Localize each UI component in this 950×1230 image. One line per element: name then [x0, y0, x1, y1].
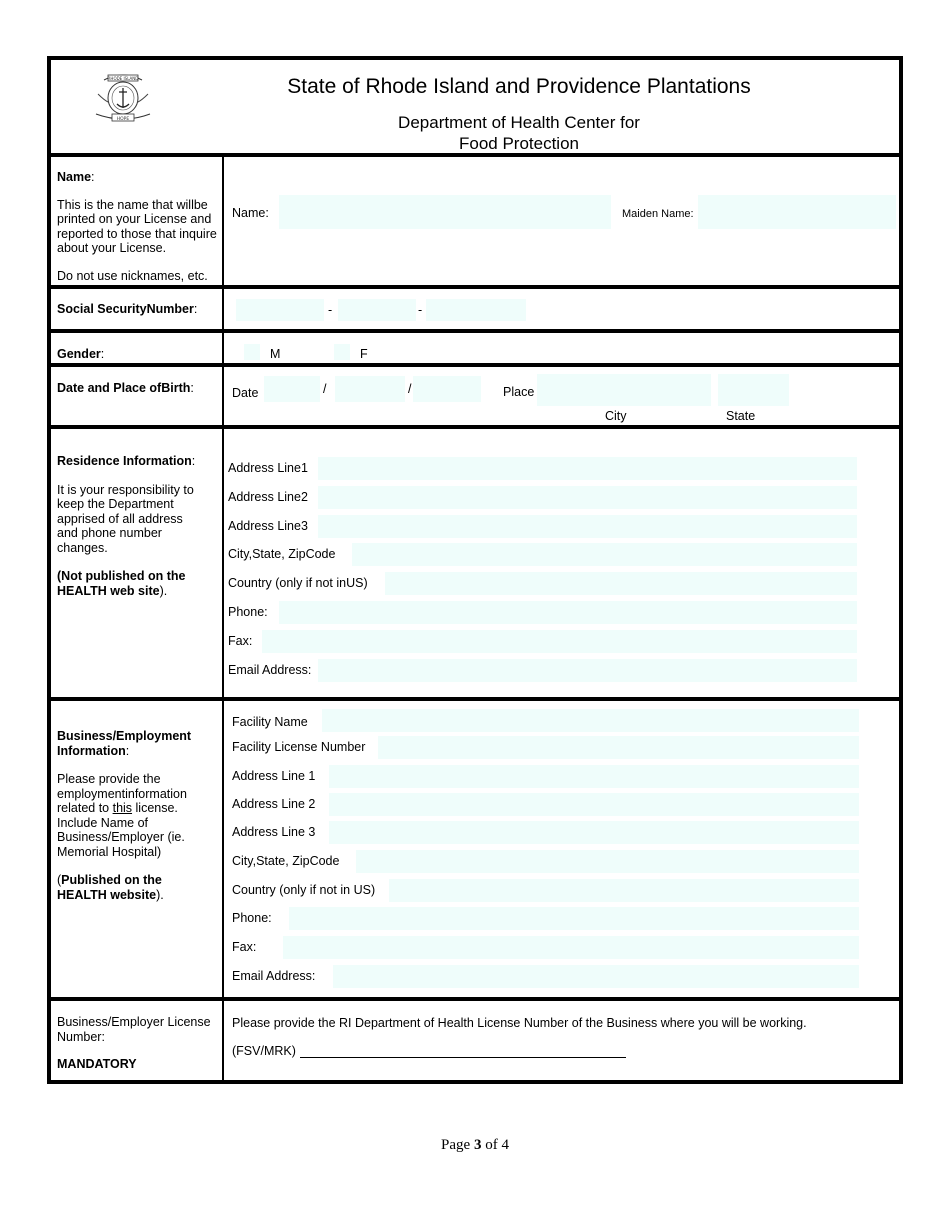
license-section-title: Business/Employer License Number: — [57, 1015, 211, 1044]
ssn-section-info: Social SecurityNumber: — [57, 302, 198, 316]
residence-country-input[interactable] — [385, 572, 857, 595]
seal-text-bottom: HOPE — [116, 117, 130, 122]
column-divider — [222, 155, 224, 1082]
name-section-info: Name: This is the name that willbe printed on your License and reported to those that inquire about your License. Do not use nicknames, etc. — [57, 170, 217, 283]
business-address2-input[interactable] — [329, 793, 859, 816]
name-input[interactable] — [279, 195, 611, 229]
birth-state-caption: State — [726, 409, 756, 423]
business-phone-label: Phone: — [232, 911, 272, 925]
residence-section-title: Residence Information — [57, 454, 192, 468]
business-city-state-zip-label: City,State, ZipCode — [232, 854, 340, 868]
business-address3-input[interactable] — [329, 821, 859, 844]
birth-section-info: Date and Place ofBirth: — [57, 381, 194, 395]
residence-email-input[interactable] — [318, 659, 857, 682]
name-label: Name: — [232, 206, 269, 220]
page-indicator: Page 3 of 4 — [441, 1137, 509, 1153]
residence-section-info: Residence Information: It is your responsibility to keep the Department apprised of all address and phone number changes. (Not published on the HEALTH web site). — [57, 454, 217, 598]
page-number: 3 — [473, 1137, 482, 1153]
residence-address1-label: Address Line1 — [228, 461, 308, 475]
residence-address2-label: Address Line2 — [228, 490, 308, 504]
business-section-description: Please provide the employmentinformation related to this license. Include Name of Business/Employer (ie. Memorial Hospital) — [57, 772, 187, 859]
residence-address2-input[interactable] — [318, 486, 857, 509]
business-address1-input[interactable] — [329, 765, 859, 788]
birth-place-label: Place — [503, 385, 535, 399]
residence-fax-input[interactable] — [262, 630, 857, 653]
birth-state-input[interactable] — [718, 374, 789, 406]
residence-phone-input[interactable] — [279, 601, 857, 624]
residence-address3-label: Address Line3 — [228, 519, 308, 533]
header-department-line1: Department of Health Center for — [398, 113, 640, 132]
business-phone-input[interactable] — [289, 907, 859, 930]
birth-section-title: Date and Place ofBirth — [57, 381, 191, 395]
date-separator: / — [408, 382, 412, 396]
business-country-label: Country (only if not in US) — [232, 883, 376, 897]
license-instruction: Please provide the RI Department of Health License Number of the Business where you will be working. — [232, 1016, 807, 1030]
facility-name-label: Facility Name — [232, 715, 308, 729]
date-separator: / — [323, 382, 327, 396]
license-number-input[interactable] — [300, 1042, 626, 1058]
facility-name-input[interactable] — [322, 709, 859, 732]
residence-address3-input[interactable] — [318, 515, 857, 538]
ssn-section-title: Social SecurityNumber — [57, 302, 194, 316]
business-address2-label: Address Line 2 — [232, 797, 316, 811]
business-address1-label: Address Line 1 — [232, 769, 316, 783]
mandatory-label: MANDATORY — [57, 1057, 137, 1071]
residence-section-description: It is your responsibility to keep the Department apprised of all address and phone number changes. — [57, 482, 194, 555]
residence-phone-label: Phone: — [228, 605, 268, 619]
row-divider — [47, 997, 903, 1001]
business-city-state-zip-input[interactable] — [356, 850, 859, 873]
name-section-note: Do not use nicknames, etc. — [57, 268, 208, 283]
business-country-input[interactable] — [389, 879, 859, 902]
header-title: State of Rhode Island and Providence Plantations — [287, 75, 751, 98]
residence-city-state-zip-input[interactable] — [352, 543, 857, 566]
form-border-top — [47, 56, 903, 60]
license-section-info — [57, 1015, 217, 1072]
residence-email-label: Email Address: — [228, 663, 312, 677]
residence-city-state-zip-label: City,State, ZipCode — [228, 547, 336, 561]
business-section-note: (Published on the HEALTH website). — [57, 873, 164, 902]
birth-month-input[interactable] — [264, 376, 320, 402]
state-seal-logo — [90, 70, 156, 126]
row-divider — [47, 363, 903, 367]
maiden-name-label: Maiden Name: — [622, 208, 694, 220]
ssn-part2-input[interactable] — [338, 299, 416, 321]
maiden-name-input[interactable] — [698, 195, 896, 229]
gender-male-checkbox[interactable] — [244, 344, 260, 360]
birth-city-caption: City — [605, 409, 627, 423]
ssn-separator: - — [328, 303, 333, 317]
form-border-right — [899, 56, 903, 1084]
license-prefix-label: (FSV/MRK) — [232, 1044, 296, 1058]
form-border-bottom — [47, 1080, 903, 1084]
business-fax-label: Fax: — [232, 940, 257, 954]
gender-section-title: Gender — [57, 347, 101, 361]
row-divider — [47, 285, 903, 289]
header-department-line2: Food Protection — [458, 134, 579, 153]
business-section-info: Business/Employment Information: Please provide the employmentinformation related to this license. Include Name of Business/Employer (ie. Memorial Hospital) (Published on the HEALTH website). — [57, 729, 217, 902]
business-email-input[interactable] — [333, 965, 859, 988]
gender-female-label: F — [360, 347, 368, 361]
business-email-label: Email Address: — [232, 969, 316, 983]
residence-fax-label: Fax: — [228, 634, 253, 648]
ssn-separator: - — [418, 303, 423, 317]
business-address3-label: Address Line 3 — [232, 825, 316, 839]
birth-day-input[interactable] — [335, 376, 405, 402]
facility-license-label: Facility License Number — [232, 740, 366, 754]
residence-address1-input[interactable] — [318, 457, 857, 480]
row-divider — [47, 329, 903, 333]
row-divider — [47, 425, 903, 429]
name-section-description: This is the name that willbe printed on your License and reported to those that inquire about your License. — [57, 197, 217, 255]
form-border-left — [47, 56, 51, 1084]
facility-license-input[interactable] — [378, 736, 859, 759]
birth-year-input[interactable] — [413, 376, 481, 402]
gender-female-checkbox[interactable] — [334, 344, 350, 360]
business-fax-input[interactable] — [283, 936, 859, 959]
gender-section-info: Gender: — [57, 347, 105, 361]
name-section-title: Name — [57, 170, 92, 184]
business-section-title: Business/Employment Information — [57, 729, 192, 758]
gender-male-label: M — [270, 347, 281, 361]
seal-text-top: RHODE ISLAND — [107, 76, 139, 81]
ssn-part3-input[interactable] — [426, 299, 526, 321]
birth-city-input[interactable] — [537, 374, 711, 406]
residence-section-note: (Not published on the HEALTH web site — [57, 569, 186, 598]
row-divider — [47, 697, 903, 701]
residence-country-label: Country (only if not inUS) — [228, 576, 368, 590]
ssn-part1-input[interactable] — [236, 299, 324, 321]
birth-date-label: Date — [232, 386, 259, 400]
